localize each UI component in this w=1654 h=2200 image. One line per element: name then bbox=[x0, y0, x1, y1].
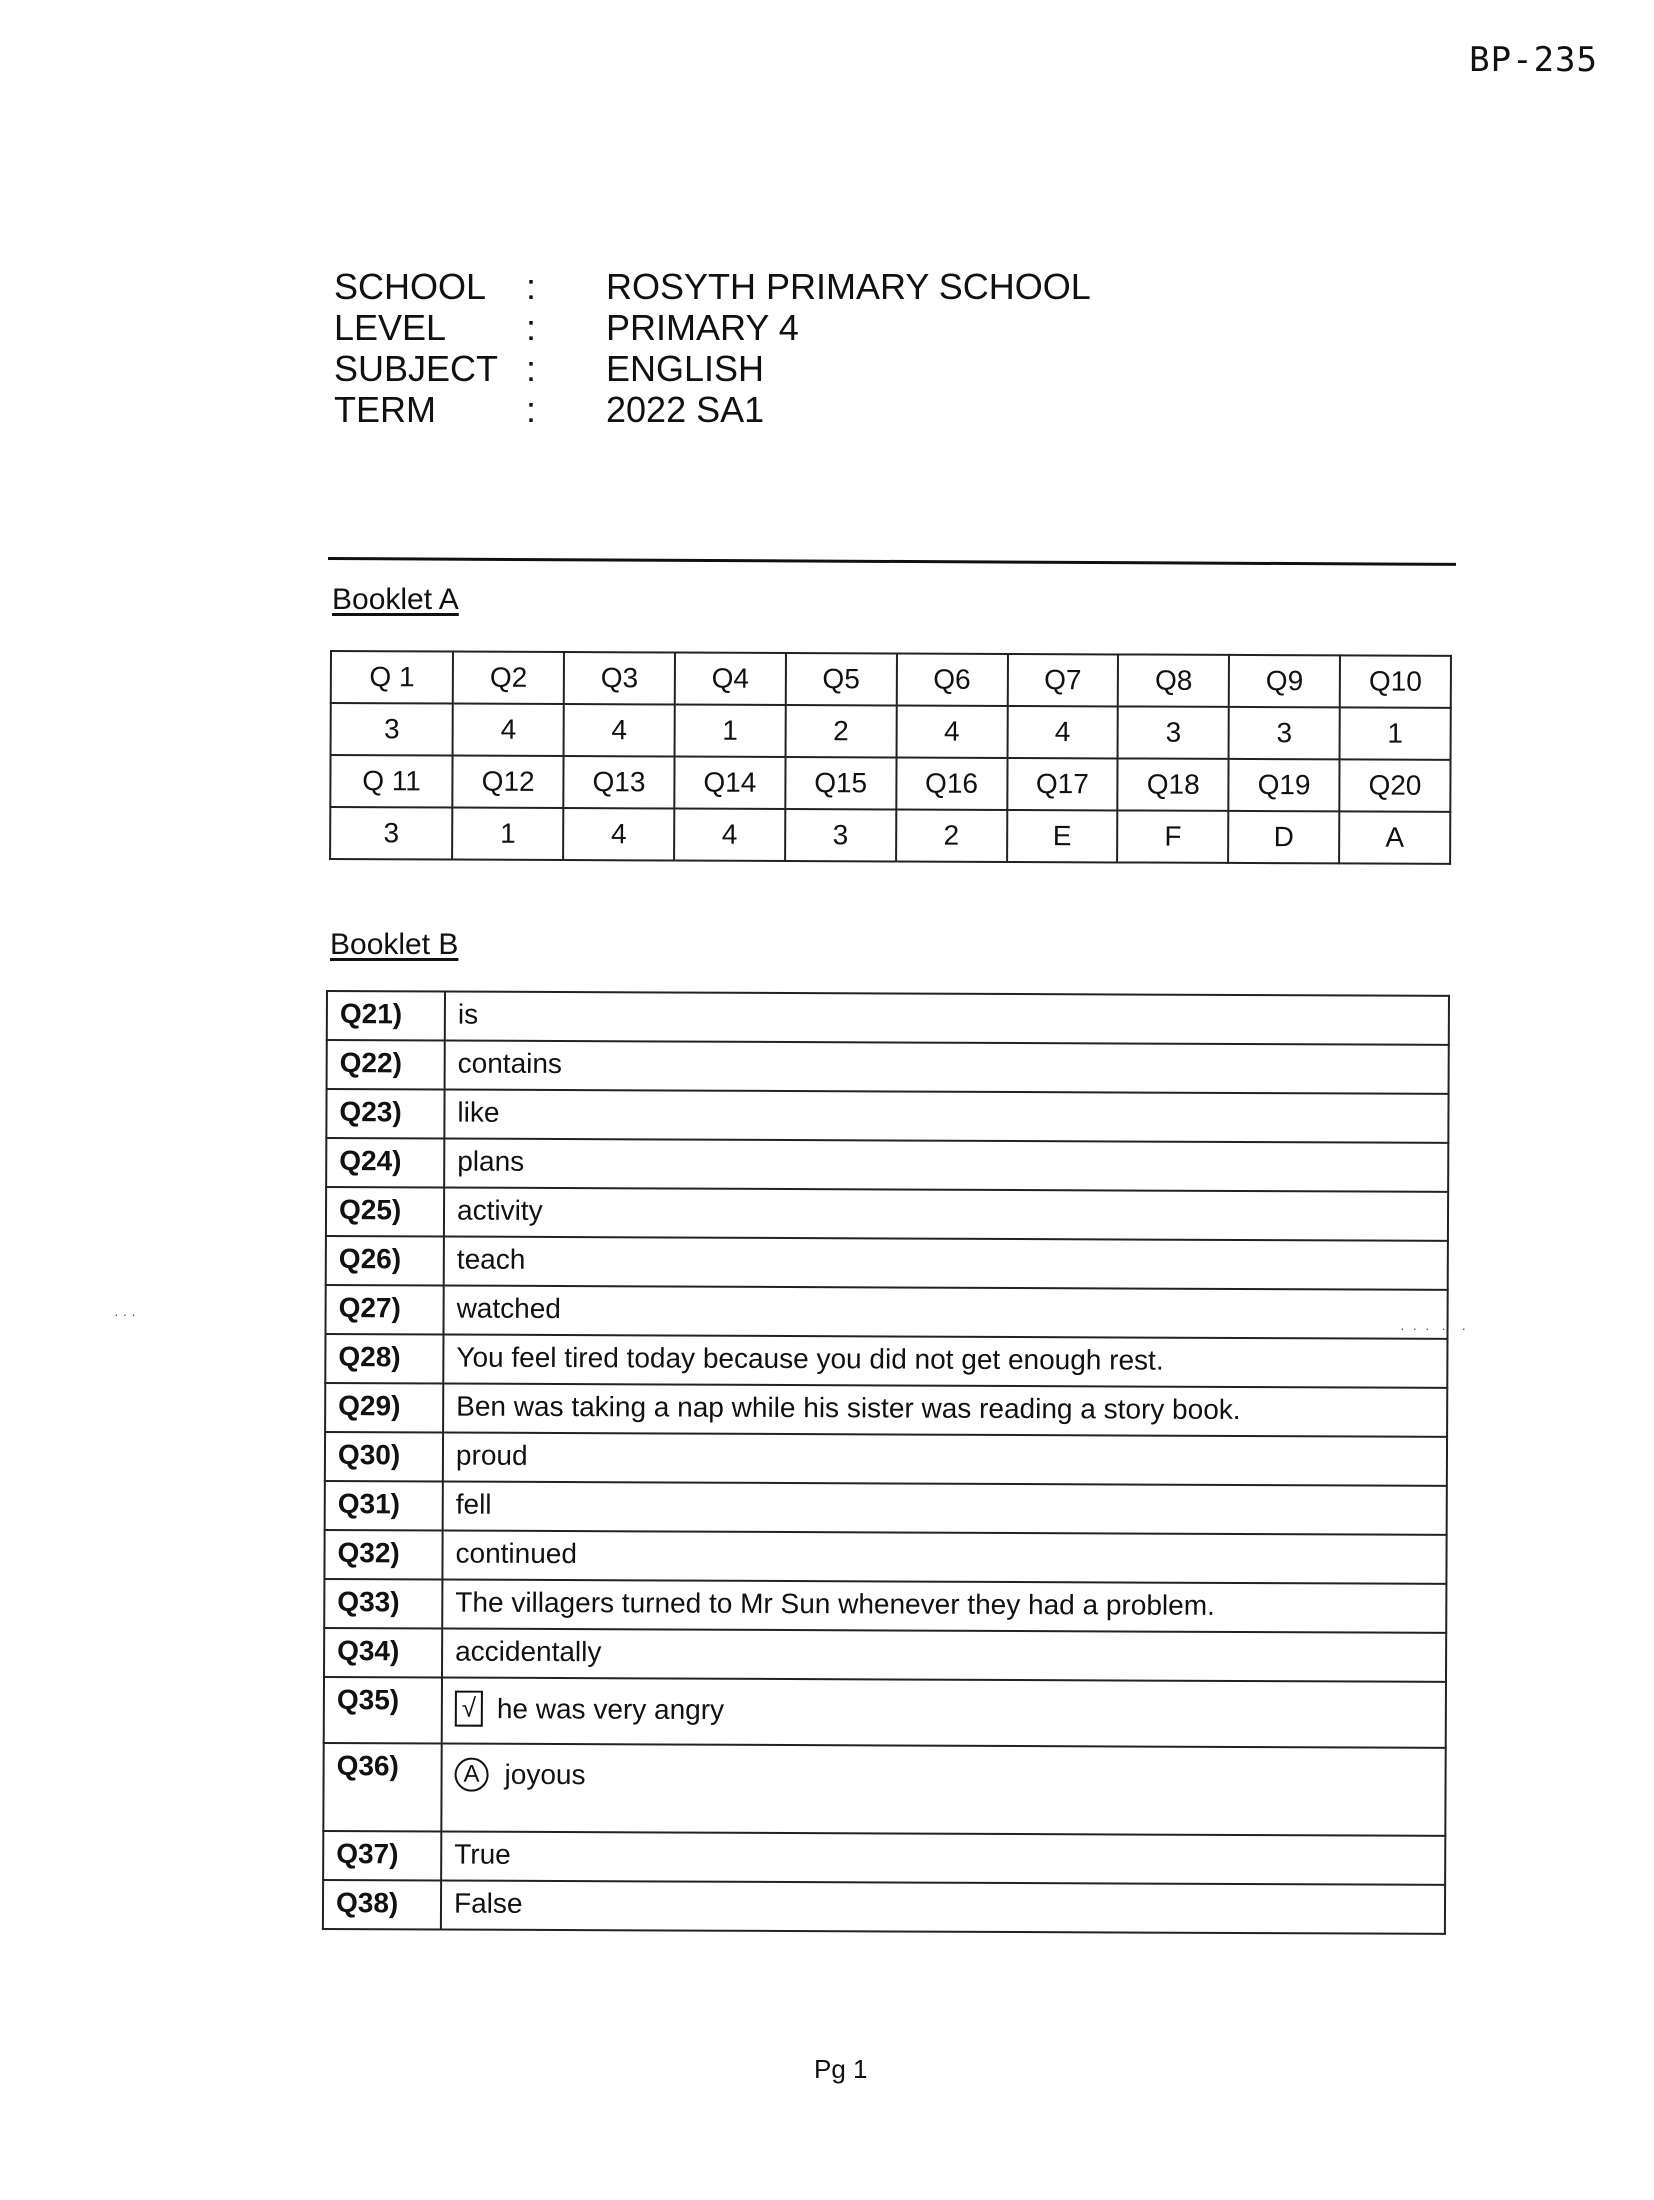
answer-row bbox=[325, 1334, 1447, 1388]
school-value: ROSYTH PRIMARY SCHOOL bbox=[606, 266, 1091, 307]
level-sep: : bbox=[526, 307, 537, 348]
answer-text: True bbox=[454, 1838, 511, 1870]
answer-cell: F bbox=[1117, 810, 1228, 862]
answer-row bbox=[330, 807, 1450, 864]
question-number-cell: Q38) bbox=[323, 1880, 441, 1930]
answer-row bbox=[326, 1089, 1448, 1143]
question-number-cell: Q16 bbox=[896, 757, 1007, 809]
answer-cell bbox=[444, 1188, 1448, 1241]
question-number-cell: Q 1 bbox=[331, 651, 454, 704]
answer-row bbox=[323, 1880, 1445, 1934]
answer-row bbox=[326, 1236, 1448, 1290]
answer-cell: 4 bbox=[564, 704, 675, 756]
question-number-cell: Q31) bbox=[325, 1481, 443, 1531]
answer-cell bbox=[442, 1531, 1446, 1584]
answer-cell bbox=[445, 1041, 1449, 1094]
scan-speck: · · · · · bbox=[1400, 1320, 1467, 1336]
answer-cell bbox=[441, 1832, 1445, 1885]
answer-text: The villagers turned to Mr Sun whenever they had a problem. bbox=[455, 1586, 1215, 1621]
answer-row bbox=[323, 1831, 1445, 1885]
school-sep: : bbox=[526, 266, 537, 307]
question-number-cell: Q5 bbox=[786, 653, 897, 705]
answer-cell: A bbox=[1339, 811, 1450, 863]
answer-row bbox=[325, 1432, 1447, 1486]
question-number-cell: Q26) bbox=[326, 1236, 444, 1286]
answer-cell: D bbox=[1228, 811, 1339, 863]
question-number-cell: Q14 bbox=[674, 757, 785, 809]
answer-cell: 4 bbox=[563, 808, 674, 860]
answer-text: plans bbox=[457, 1145, 525, 1177]
subject-value: ENGLISH bbox=[606, 348, 765, 389]
answer-text: like bbox=[457, 1096, 500, 1128]
answer-cell: 3 bbox=[1118, 706, 1229, 758]
answer-text: Ben was taking a nap while his sister was reading a story book. bbox=[456, 1390, 1241, 1425]
header-divider bbox=[328, 557, 1456, 566]
answer-row bbox=[324, 1579, 1446, 1633]
answer-cell bbox=[442, 1580, 1446, 1633]
answer-cell: 4 bbox=[1007, 706, 1118, 758]
question-number-cell: Q6 bbox=[896, 653, 1007, 705]
answer-row bbox=[325, 1383, 1447, 1437]
answer-cell bbox=[443, 1482, 1447, 1535]
school-label: SCHOOL bbox=[334, 266, 487, 307]
answer-cell bbox=[445, 992, 1449, 1045]
tick-box-icon: √ bbox=[455, 1691, 483, 1727]
answer-cell bbox=[444, 1237, 1448, 1290]
answer-cell: 1 bbox=[675, 705, 786, 757]
answer-row bbox=[323, 1743, 1445, 1836]
answer-text: You feel tired today because you did not get enough rest. bbox=[456, 1341, 1164, 1376]
answer-cell: 2 bbox=[896, 809, 1007, 861]
booklet-a-answer-table bbox=[329, 650, 1452, 865]
answer-row bbox=[326, 1138, 1448, 1192]
term-sep: : bbox=[526, 389, 537, 430]
answer-cell: E bbox=[1007, 810, 1118, 862]
answer-text: accidentally bbox=[455, 1635, 602, 1668]
term-label: TERM bbox=[334, 389, 436, 430]
question-number-cell: Q21) bbox=[327, 991, 445, 1041]
answer-cell: 4 bbox=[896, 705, 1007, 757]
document-code: BP-235 bbox=[1469, 40, 1598, 80]
question-number-cell: Q4 bbox=[675, 653, 786, 705]
question-number-cell: Q20 bbox=[1339, 759, 1450, 811]
question-number-cell: Q22) bbox=[327, 1040, 445, 1090]
booklet-b-title: Booklet B bbox=[330, 928, 459, 961]
question-number-cell: Q10 bbox=[1340, 655, 1451, 707]
answer-text: continued bbox=[455, 1537, 578, 1570]
answer-row bbox=[326, 1187, 1448, 1241]
question-number-cell: Q15 bbox=[785, 757, 896, 809]
answer-row bbox=[324, 1530, 1446, 1584]
question-number-cell: Q25) bbox=[326, 1187, 444, 1237]
subject-sep: : bbox=[526, 348, 537, 389]
question-number-row bbox=[331, 651, 1451, 708]
answer-row bbox=[325, 1285, 1447, 1339]
question-number-cell: Q28) bbox=[325, 1334, 443, 1384]
answer-cell bbox=[441, 1744, 1445, 1836]
question-number-cell: Q27) bbox=[325, 1285, 443, 1335]
circled-option-icon: A bbox=[455, 1757, 489, 1791]
subject-label: SUBJECT bbox=[334, 348, 499, 389]
answer-cell: 2 bbox=[785, 705, 896, 757]
answer-text: watched bbox=[456, 1292, 561, 1325]
answer-row bbox=[327, 1040, 1449, 1094]
question-number-cell: Q17 bbox=[1007, 758, 1118, 810]
answer-cell: 3 bbox=[785, 809, 896, 861]
question-number-cell: Q12 bbox=[453, 756, 564, 808]
answer-row bbox=[324, 1677, 1446, 1748]
answer-row bbox=[325, 1481, 1447, 1535]
question-number-cell: Q19 bbox=[1229, 759, 1340, 811]
answer-cell: 3 bbox=[1229, 707, 1340, 759]
question-number-cell: Q36) bbox=[323, 1743, 441, 1832]
question-number-cell: Q33) bbox=[324, 1579, 442, 1629]
booklet-b-answer-table bbox=[322, 990, 1450, 1935]
question-number-cell: Q3 bbox=[564, 652, 675, 704]
answer-cell: 4 bbox=[674, 809, 785, 861]
answer-cell bbox=[442, 1678, 1446, 1748]
question-number-cell: Q23) bbox=[326, 1089, 444, 1139]
answer-cell bbox=[443, 1433, 1447, 1486]
question-number-row bbox=[330, 755, 1450, 812]
answer-text: proud bbox=[455, 1439, 528, 1471]
term-value: 2022 SA1 bbox=[606, 389, 765, 430]
question-number-cell: Q18 bbox=[1118, 758, 1229, 810]
answer-text: activity bbox=[456, 1194, 543, 1226]
answer-cell: 4 bbox=[453, 704, 564, 756]
booklet-a-title: Booklet A bbox=[332, 583, 459, 616]
question-number-cell: Q8 bbox=[1118, 654, 1229, 706]
answer-text: False bbox=[453, 1887, 523, 1919]
answer-row bbox=[327, 991, 1449, 1045]
answer-cell bbox=[443, 1286, 1447, 1339]
answer-cell: 3 bbox=[330, 807, 453, 860]
answer-row bbox=[331, 703, 1451, 760]
question-number-cell: Q34) bbox=[324, 1628, 442, 1678]
scan-speck: · · · bbox=[114, 1306, 136, 1322]
answer-text: contains bbox=[457, 1047, 563, 1080]
question-number-cell: Q2 bbox=[453, 652, 564, 704]
answer-text: is bbox=[457, 998, 479, 1030]
question-number-cell: Q30) bbox=[325, 1432, 443, 1482]
exam-header bbox=[334, 266, 1091, 430]
question-number-cell: Q35) bbox=[324, 1677, 442, 1744]
answer-cell bbox=[441, 1881, 1445, 1934]
question-number-cell: Q37) bbox=[323, 1831, 441, 1881]
question-number-cell: Q 11 bbox=[330, 755, 453, 808]
answer-text: he was very angry bbox=[496, 1693, 725, 1726]
question-number-cell: Q24) bbox=[326, 1138, 444, 1188]
answer-text: joyous bbox=[504, 1758, 586, 1791]
answer-row bbox=[324, 1628, 1446, 1682]
level-value: PRIMARY 4 bbox=[606, 307, 799, 348]
level-label: LEVEL bbox=[334, 307, 447, 348]
answer-cell: 3 bbox=[331, 703, 454, 756]
answer-cell: 1 bbox=[1340, 707, 1451, 759]
answer-cell bbox=[442, 1629, 1446, 1682]
answer-cell bbox=[443, 1335, 1447, 1388]
question-number-cell: Q29) bbox=[325, 1383, 443, 1433]
question-number-cell: Q9 bbox=[1229, 655, 1340, 707]
question-number-cell: Q32) bbox=[324, 1530, 442, 1580]
answer-text: teach bbox=[456, 1243, 526, 1275]
page-number: Pg 1 bbox=[814, 2054, 868, 2084]
answer-text: fell bbox=[455, 1488, 492, 1520]
answer-cell bbox=[444, 1139, 1448, 1192]
answer-cell: 1 bbox=[452, 808, 563, 860]
question-number-cell: Q13 bbox=[563, 756, 674, 808]
answer-cell bbox=[444, 1090, 1448, 1143]
answer-cell bbox=[443, 1384, 1447, 1437]
question-number-cell: Q7 bbox=[1007, 654, 1118, 706]
